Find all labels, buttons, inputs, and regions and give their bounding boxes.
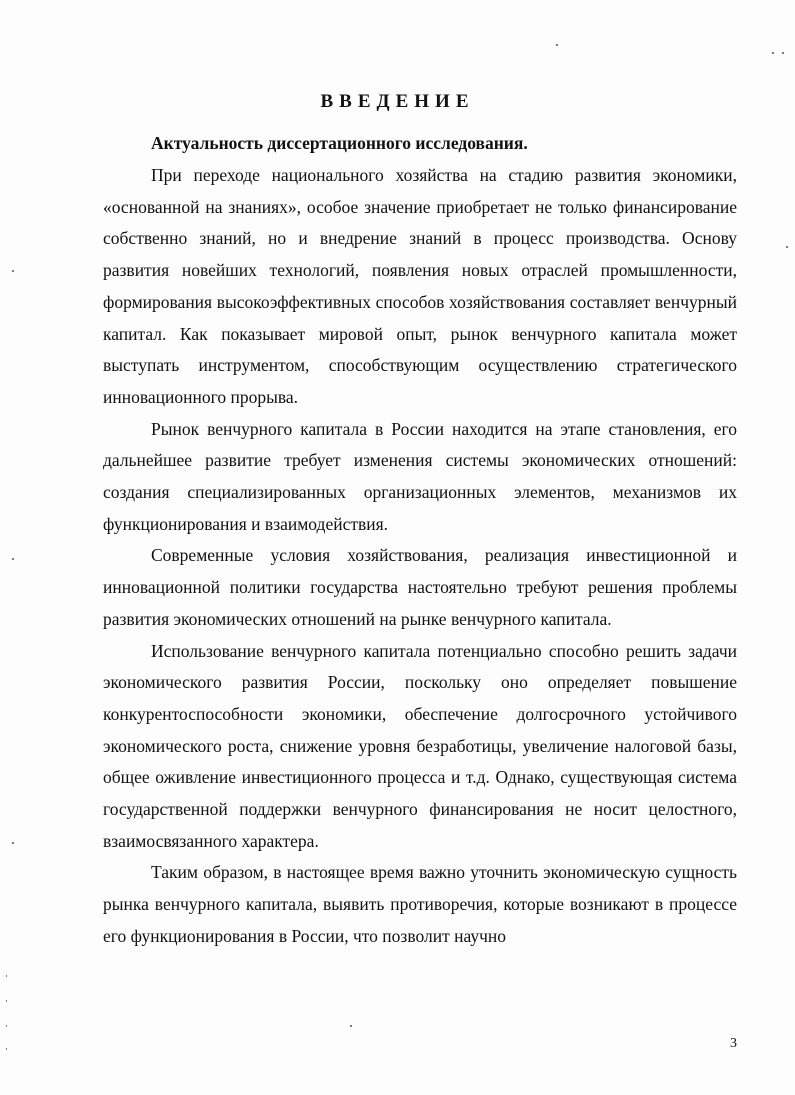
section-subheading: Актуальность диссертационного исследования. bbox=[151, 133, 528, 153]
scan-speck bbox=[12, 842, 14, 844]
paragraph-2: Рынок венчурного капитала в России находится на этапе становления, его дальнейшее развитие требует изменения системы экономических отношений: создания специализированных организационных элементов, механизмов их функционирования и взаимодействия. bbox=[103, 418, 737, 534]
scan-speck bbox=[6, 1025, 7, 1027]
paragraph-5: Таким образом, в настоящее время важно уточнить экономическую сущность рынка венчурного капитала, выявить противоречия, которые возникают в процессе его функционирования в России, что позволит научно bbox=[103, 862, 737, 946]
paragraph-4: Использование венчурного капитала потенциально способно решить задачи экономического развития России, поскольку оно определяет повышение конкурентоспособности экономики, обеспечение долгосрочного устойчивого экономического роста, снижение уровня безработицы, увеличение налоговой базы, общее оживление инвестиционного процесса и т.д. Однако, существующая система государственной поддержки венчурного финансирования не носит целостного, взаимосвязанного характера. bbox=[103, 640, 737, 851]
scan-speck bbox=[6, 1048, 7, 1050]
scan-speck bbox=[350, 1025, 352, 1027]
page-title: ВВЕДЕНИЕ bbox=[320, 91, 475, 112]
scan-speck bbox=[12, 270, 14, 272]
scan-speck bbox=[6, 975, 7, 977]
body-text bbox=[103, 160, 737, 953]
scan-speck bbox=[786, 246, 788, 248]
scan-speck bbox=[12, 558, 14, 560]
scan-speck bbox=[772, 52, 774, 54]
paragraph-3: Современные условия хозяйствования, реализация инвестиционной и инновационной политики государства настоятельно требуют решения проблемы развития экономических отношений на рынке венчурного капитала. bbox=[103, 545, 737, 629]
scan-speck bbox=[6, 1000, 7, 1002]
scan-speck bbox=[782, 52, 784, 54]
scan-speck bbox=[556, 44, 558, 46]
page-number: 3 bbox=[730, 1036, 737, 1051]
paragraph-1: При переходе национального хозяйства на стадию развития экономики, «основанной на знаниях», особое значение приобретает не только финансирование собственно знаний, но и внедрение знаний в процесс производства. Основу развития новейших технологий, появления новых отраслей промышленности, формирования высокоэффективных способов хозяйствования составляет венчурный капитал. Как показывает мировой опыт, рынок венчурного капитала может выступать инструментом, способствующим осуществлению стратегического инновационного прорыва. bbox=[103, 165, 737, 407]
